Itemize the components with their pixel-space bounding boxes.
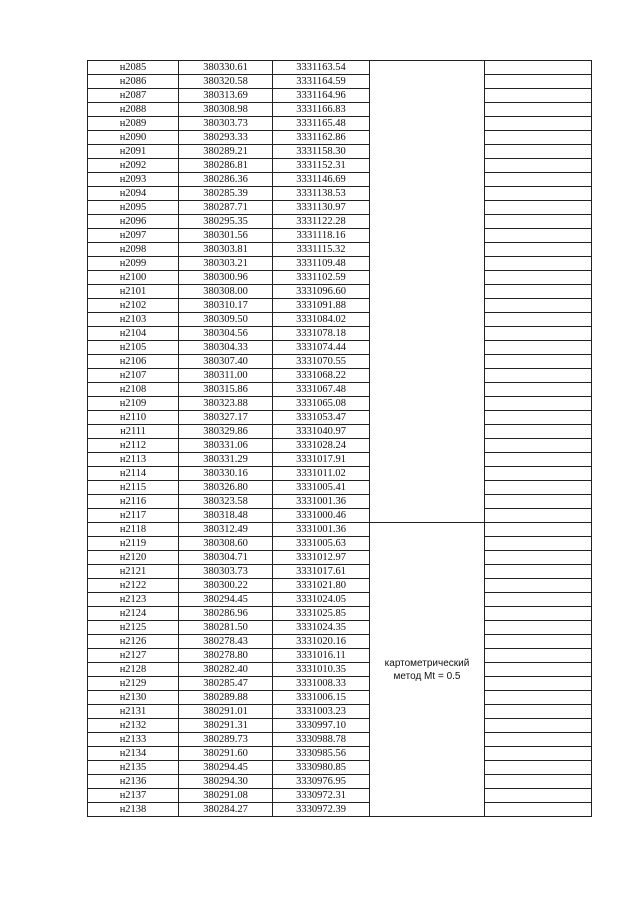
table-row — [88, 579, 592, 593]
coordinates-table — [87, 60, 592, 817]
x-coordinate-cell: 380291.60 — [179, 747, 273, 761]
empty-cell — [485, 733, 592, 747]
point-id-cell: н2137 — [88, 789, 179, 803]
point-id-cell: н2126 — [88, 635, 179, 649]
x-coordinate-cell: 380315.86 — [179, 383, 273, 397]
point-id-cell: н2092 — [88, 159, 179, 173]
x-coordinate-cell: 380330.61 — [179, 61, 273, 75]
point-id-cell: н2118 — [88, 523, 179, 537]
x-coordinate-cell: 380330.16 — [179, 467, 273, 481]
empty-cell — [485, 145, 592, 159]
y-coordinate-cell: 3331165.48 — [273, 117, 370, 131]
x-coordinate-cell: 380329.86 — [179, 425, 273, 439]
x-coordinate-cell: 380326.80 — [179, 481, 273, 495]
y-coordinate-cell: 3330997.10 — [273, 719, 370, 733]
point-id-cell: н2094 — [88, 187, 179, 201]
table-row — [88, 187, 592, 201]
point-id-cell: н2111 — [88, 425, 179, 439]
table-row — [88, 537, 592, 551]
x-coordinate-cell: 380308.60 — [179, 537, 273, 551]
empty-cell — [485, 299, 592, 313]
point-id-cell: н2103 — [88, 313, 179, 327]
x-coordinate-cell: 380303.81 — [179, 243, 273, 257]
y-coordinate-cell: 3331011.02 — [273, 467, 370, 481]
point-id-cell: н2119 — [88, 537, 179, 551]
x-coordinate-cell: 380304.56 — [179, 327, 273, 341]
empty-cell — [485, 481, 592, 495]
x-coordinate-cell: 380286.36 — [179, 173, 273, 187]
table-row — [88, 803, 592, 817]
empty-cell — [485, 649, 592, 663]
x-coordinate-cell: 380309.50 — [179, 313, 273, 327]
point-id-cell: н2105 — [88, 341, 179, 355]
point-id-cell: н2113 — [88, 453, 179, 467]
point-id-cell: н2098 — [88, 243, 179, 257]
empty-cell — [485, 691, 592, 705]
empty-cell — [485, 327, 592, 341]
empty-cell — [485, 117, 592, 131]
empty-cell — [485, 705, 592, 719]
table-row — [88, 341, 592, 355]
method-accuracy: метод Mt = 0.5 — [393, 670, 461, 682]
point-id-cell: н2096 — [88, 215, 179, 229]
y-coordinate-cell: 3330972.31 — [273, 789, 370, 803]
y-coordinate-cell: 3331000.46 — [273, 509, 370, 523]
point-id-cell: н2125 — [88, 621, 179, 635]
y-coordinate-cell: 3331003.23 — [273, 705, 370, 719]
empty-cell — [485, 677, 592, 691]
table-row — [88, 691, 592, 705]
table-row — [88, 201, 592, 215]
point-id-cell: н2130 — [88, 691, 179, 705]
table-row — [88, 243, 592, 257]
y-coordinate-cell: 3331005.41 — [273, 481, 370, 495]
x-coordinate-cell: 380287.71 — [179, 201, 273, 215]
y-coordinate-cell: 3331102.59 — [273, 271, 370, 285]
table-row — [88, 789, 592, 803]
coordinates-table-body — [88, 61, 592, 817]
point-id-cell: н2132 — [88, 719, 179, 733]
x-coordinate-cell: 380278.80 — [179, 649, 273, 663]
empty-cell — [485, 215, 592, 229]
y-coordinate-cell: 3331164.59 — [273, 75, 370, 89]
table-row — [88, 369, 592, 383]
table-row — [88, 761, 592, 775]
point-id-cell: н2107 — [88, 369, 179, 383]
x-coordinate-cell: 380312.49 — [179, 523, 273, 537]
empty-cell — [485, 537, 592, 551]
y-coordinate-cell: 3331020.16 — [273, 635, 370, 649]
x-coordinate-cell: 380303.73 — [179, 565, 273, 579]
table-row — [88, 495, 592, 509]
x-coordinate-cell: 380304.71 — [179, 551, 273, 565]
empty-cell — [485, 425, 592, 439]
table-row — [88, 621, 592, 635]
x-coordinate-cell: 380285.47 — [179, 677, 273, 691]
y-coordinate-cell: 3331005.63 — [273, 537, 370, 551]
empty-cell — [485, 369, 592, 383]
point-id-cell: н2085 — [88, 61, 179, 75]
table-row — [88, 593, 592, 607]
point-id-cell: н2112 — [88, 439, 179, 453]
point-id-cell: н2093 — [88, 173, 179, 187]
empty-cell — [485, 551, 592, 565]
empty-cell — [485, 747, 592, 761]
empty-cell — [485, 173, 592, 187]
table-row — [88, 677, 592, 691]
point-id-cell: н2099 — [88, 257, 179, 271]
empty-cell — [485, 271, 592, 285]
table-row — [88, 467, 592, 481]
table-row — [88, 481, 592, 495]
x-coordinate-cell: 380308.00 — [179, 285, 273, 299]
table-row — [88, 607, 592, 621]
point-id-cell: н2136 — [88, 775, 179, 789]
empty-cell — [485, 593, 592, 607]
point-id-cell: н2091 — [88, 145, 179, 159]
empty-cell — [485, 131, 592, 145]
x-coordinate-cell: 380289.88 — [179, 691, 273, 705]
y-coordinate-cell: 3331065.08 — [273, 397, 370, 411]
x-coordinate-cell: 380286.81 — [179, 159, 273, 173]
point-id-cell: н2131 — [88, 705, 179, 719]
y-coordinate-cell: 3331163.54 — [273, 61, 370, 75]
x-coordinate-cell: 380301.56 — [179, 229, 273, 243]
empty-cell — [485, 439, 592, 453]
table-row — [88, 411, 592, 425]
x-coordinate-cell: 380304.33 — [179, 341, 273, 355]
method-name: картометрический — [384, 657, 470, 669]
table-row — [88, 75, 592, 89]
point-id-cell: н2086 — [88, 75, 179, 89]
x-coordinate-cell: 380307.40 — [179, 355, 273, 369]
x-coordinate-cell: 380310.17 — [179, 299, 273, 313]
empty-cell — [485, 523, 592, 537]
point-id-cell: н2129 — [88, 677, 179, 691]
y-coordinate-cell: 3331070.55 — [273, 355, 370, 369]
y-coordinate-cell: 3331109.48 — [273, 257, 370, 271]
table-row — [88, 159, 592, 173]
empty-cell — [485, 201, 592, 215]
point-id-cell: н2109 — [88, 397, 179, 411]
empty-cell — [485, 229, 592, 243]
y-coordinate-cell: 3331158.30 — [273, 145, 370, 159]
table-row — [88, 383, 592, 397]
table-row — [88, 705, 592, 719]
y-coordinate-cell: 3331138.53 — [273, 187, 370, 201]
table-row — [88, 271, 592, 285]
empty-cell — [485, 61, 592, 75]
table-row — [88, 285, 592, 299]
y-coordinate-cell: 3331067.48 — [273, 383, 370, 397]
y-coordinate-cell: 3331001.36 — [273, 523, 370, 537]
x-coordinate-cell: 380318.48 — [179, 509, 273, 523]
y-coordinate-cell: 3331118.16 — [273, 229, 370, 243]
y-coordinate-cell: 3331166.83 — [273, 103, 370, 117]
x-coordinate-cell: 380286.96 — [179, 607, 273, 621]
y-coordinate-cell: 3331021.80 — [273, 579, 370, 593]
empty-cell — [485, 803, 592, 817]
table-row — [88, 649, 592, 663]
y-coordinate-cell: 3331024.05 — [273, 593, 370, 607]
empty-cell — [485, 453, 592, 467]
point-id-cell: н2120 — [88, 551, 179, 565]
table-row — [88, 229, 592, 243]
table-row — [88, 551, 592, 565]
table-row — [88, 439, 592, 453]
y-coordinate-cell: 3331012.97 — [273, 551, 370, 565]
empty-cell — [485, 579, 592, 593]
y-coordinate-cell: 3331164.96 — [273, 89, 370, 103]
point-id-cell: н2133 — [88, 733, 179, 747]
x-coordinate-cell: 380294.30 — [179, 775, 273, 789]
x-coordinate-cell: 380281.50 — [179, 621, 273, 635]
table-row — [88, 565, 592, 579]
table-row — [88, 327, 592, 341]
point-id-cell: н2087 — [88, 89, 179, 103]
y-coordinate-cell: 3331068.22 — [273, 369, 370, 383]
empty-cell — [485, 775, 592, 789]
y-coordinate-cell: 3331008.33 — [273, 677, 370, 691]
x-coordinate-cell: 380278.43 — [179, 635, 273, 649]
table-row — [88, 355, 592, 369]
table-row — [88, 733, 592, 747]
table-row — [88, 215, 592, 229]
x-coordinate-cell: 380293.33 — [179, 131, 273, 145]
x-coordinate-cell: 380294.45 — [179, 761, 273, 775]
table-row — [88, 103, 592, 117]
x-coordinate-cell: 380320.58 — [179, 75, 273, 89]
point-id-cell: н2115 — [88, 481, 179, 495]
point-id-cell: н2122 — [88, 579, 179, 593]
point-id-cell: н2095 — [88, 201, 179, 215]
y-coordinate-cell: 3331017.91 — [273, 453, 370, 467]
x-coordinate-cell: 380327.17 — [179, 411, 273, 425]
x-coordinate-cell: 380331.29 — [179, 453, 273, 467]
y-coordinate-cell: 3331016.11 — [273, 649, 370, 663]
table-row — [88, 719, 592, 733]
y-coordinate-cell: 3330972.39 — [273, 803, 370, 817]
x-coordinate-cell: 380291.08 — [179, 789, 273, 803]
empty-cell — [485, 607, 592, 621]
x-coordinate-cell: 380303.73 — [179, 117, 273, 131]
x-coordinate-cell: 380282.40 — [179, 663, 273, 677]
empty-cell — [485, 495, 592, 509]
x-coordinate-cell: 380311.00 — [179, 369, 273, 383]
point-id-cell: н2124 — [88, 607, 179, 621]
x-coordinate-cell: 380289.73 — [179, 733, 273, 747]
empty-cell — [485, 635, 592, 649]
y-coordinate-cell: 3330976.95 — [273, 775, 370, 789]
table-row — [88, 747, 592, 761]
y-coordinate-cell: 3331152.31 — [273, 159, 370, 173]
empty-cell — [485, 411, 592, 425]
table-row — [88, 425, 592, 439]
empty-cell — [485, 355, 592, 369]
point-id-cell: н2102 — [88, 299, 179, 313]
y-coordinate-cell: 3331146.69 — [273, 173, 370, 187]
empty-cell — [485, 509, 592, 523]
table-row — [88, 145, 592, 159]
x-coordinate-cell: 380294.45 — [179, 593, 273, 607]
y-coordinate-cell: 3331122.28 — [273, 215, 370, 229]
table-row — [88, 173, 592, 187]
empty-cell — [485, 565, 592, 579]
table-row — [88, 523, 592, 537]
y-coordinate-cell: 3331028.24 — [273, 439, 370, 453]
x-coordinate-cell: 380331.06 — [179, 439, 273, 453]
y-coordinate-cell: 3331025.85 — [273, 607, 370, 621]
empty-cell — [485, 75, 592, 89]
y-coordinate-cell: 3331053.47 — [273, 411, 370, 425]
point-id-cell: н2100 — [88, 271, 179, 285]
table-row — [88, 313, 592, 327]
y-coordinate-cell: 3331024.35 — [273, 621, 370, 635]
empty-cell — [485, 313, 592, 327]
empty-cell — [485, 621, 592, 635]
point-id-cell: н2135 — [88, 761, 179, 775]
empty-cell — [485, 103, 592, 117]
x-coordinate-cell: 380291.31 — [179, 719, 273, 733]
table-row — [88, 663, 592, 677]
point-id-cell: н2128 — [88, 663, 179, 677]
point-id-cell: н2106 — [88, 355, 179, 369]
point-id-cell: н2101 — [88, 285, 179, 299]
y-coordinate-cell: 3331130.97 — [273, 201, 370, 215]
table-row — [88, 397, 592, 411]
y-coordinate-cell: 3331017.61 — [273, 565, 370, 579]
point-id-cell: н2089 — [88, 117, 179, 131]
y-coordinate-cell: 3330980.85 — [273, 761, 370, 775]
table-row — [88, 131, 592, 145]
empty-cell — [485, 467, 592, 481]
x-coordinate-cell: 380285.39 — [179, 187, 273, 201]
x-coordinate-cell: 380284.27 — [179, 803, 273, 817]
point-id-cell: н2116 — [88, 495, 179, 509]
point-id-cell: н2134 — [88, 747, 179, 761]
x-coordinate-cell: 380289.21 — [179, 145, 273, 159]
method-cell — [370, 523, 485, 817]
empty-cell — [485, 187, 592, 201]
y-coordinate-cell: 3331074.44 — [273, 341, 370, 355]
empty-cell — [485, 761, 592, 775]
y-coordinate-cell: 3331040.97 — [273, 425, 370, 439]
point-id-cell: н2110 — [88, 411, 179, 425]
y-coordinate-cell: 3331078.18 — [273, 327, 370, 341]
x-coordinate-cell: 380295.35 — [179, 215, 273, 229]
point-id-cell: н2090 — [88, 131, 179, 145]
x-coordinate-cell: 380300.22 — [179, 579, 273, 593]
empty-cell — [485, 663, 592, 677]
table-row — [88, 453, 592, 467]
empty-cell — [485, 285, 592, 299]
y-coordinate-cell: 3330985.56 — [273, 747, 370, 761]
table-row — [88, 299, 592, 313]
point-id-cell: н2138 — [88, 803, 179, 817]
table-row — [88, 89, 592, 103]
x-coordinate-cell: 380313.69 — [179, 89, 273, 103]
point-id-cell: н2117 — [88, 509, 179, 523]
y-coordinate-cell: 3331001.36 — [273, 495, 370, 509]
point-id-cell: н2088 — [88, 103, 179, 117]
point-id-cell: н2104 — [88, 327, 179, 341]
y-coordinate-cell: 3331006.15 — [273, 691, 370, 705]
x-coordinate-cell: 380323.58 — [179, 495, 273, 509]
table-row — [88, 117, 592, 131]
table-row — [88, 775, 592, 789]
y-coordinate-cell: 3331115.32 — [273, 243, 370, 257]
empty-cell — [485, 383, 592, 397]
point-id-cell: н2123 — [88, 593, 179, 607]
empty-cell — [485, 341, 592, 355]
y-coordinate-cell: 3331091.88 — [273, 299, 370, 313]
table-row — [88, 635, 592, 649]
y-coordinate-cell: 3331010.35 — [273, 663, 370, 677]
point-id-cell: н2108 — [88, 383, 179, 397]
x-coordinate-cell: 380300.96 — [179, 271, 273, 285]
empty-cell — [485, 257, 592, 271]
empty-cell — [485, 789, 592, 803]
point-id-cell: н2097 — [88, 229, 179, 243]
y-coordinate-cell: 3331162.86 — [273, 131, 370, 145]
table-row — [88, 509, 592, 523]
point-id-cell: н2114 — [88, 467, 179, 481]
point-id-cell: н2127 — [88, 649, 179, 663]
empty-cell — [485, 243, 592, 257]
table-row — [88, 257, 592, 271]
empty-cell — [485, 397, 592, 411]
y-coordinate-cell: 3330988.78 — [273, 733, 370, 747]
empty-cell — [485, 159, 592, 173]
table-row — [88, 61, 592, 75]
y-coordinate-cell: 3331096.60 — [273, 285, 370, 299]
x-coordinate-cell: 380308.98 — [179, 103, 273, 117]
y-coordinate-cell: 3331084.02 — [273, 313, 370, 327]
x-coordinate-cell: 380303.21 — [179, 257, 273, 271]
point-id-cell: н2121 — [88, 565, 179, 579]
x-coordinate-cell: 380323.88 — [179, 397, 273, 411]
empty-cell — [485, 719, 592, 733]
empty-cell — [485, 89, 592, 103]
x-coordinate-cell: 380291.01 — [179, 705, 273, 719]
method-cell-empty — [370, 61, 485, 523]
